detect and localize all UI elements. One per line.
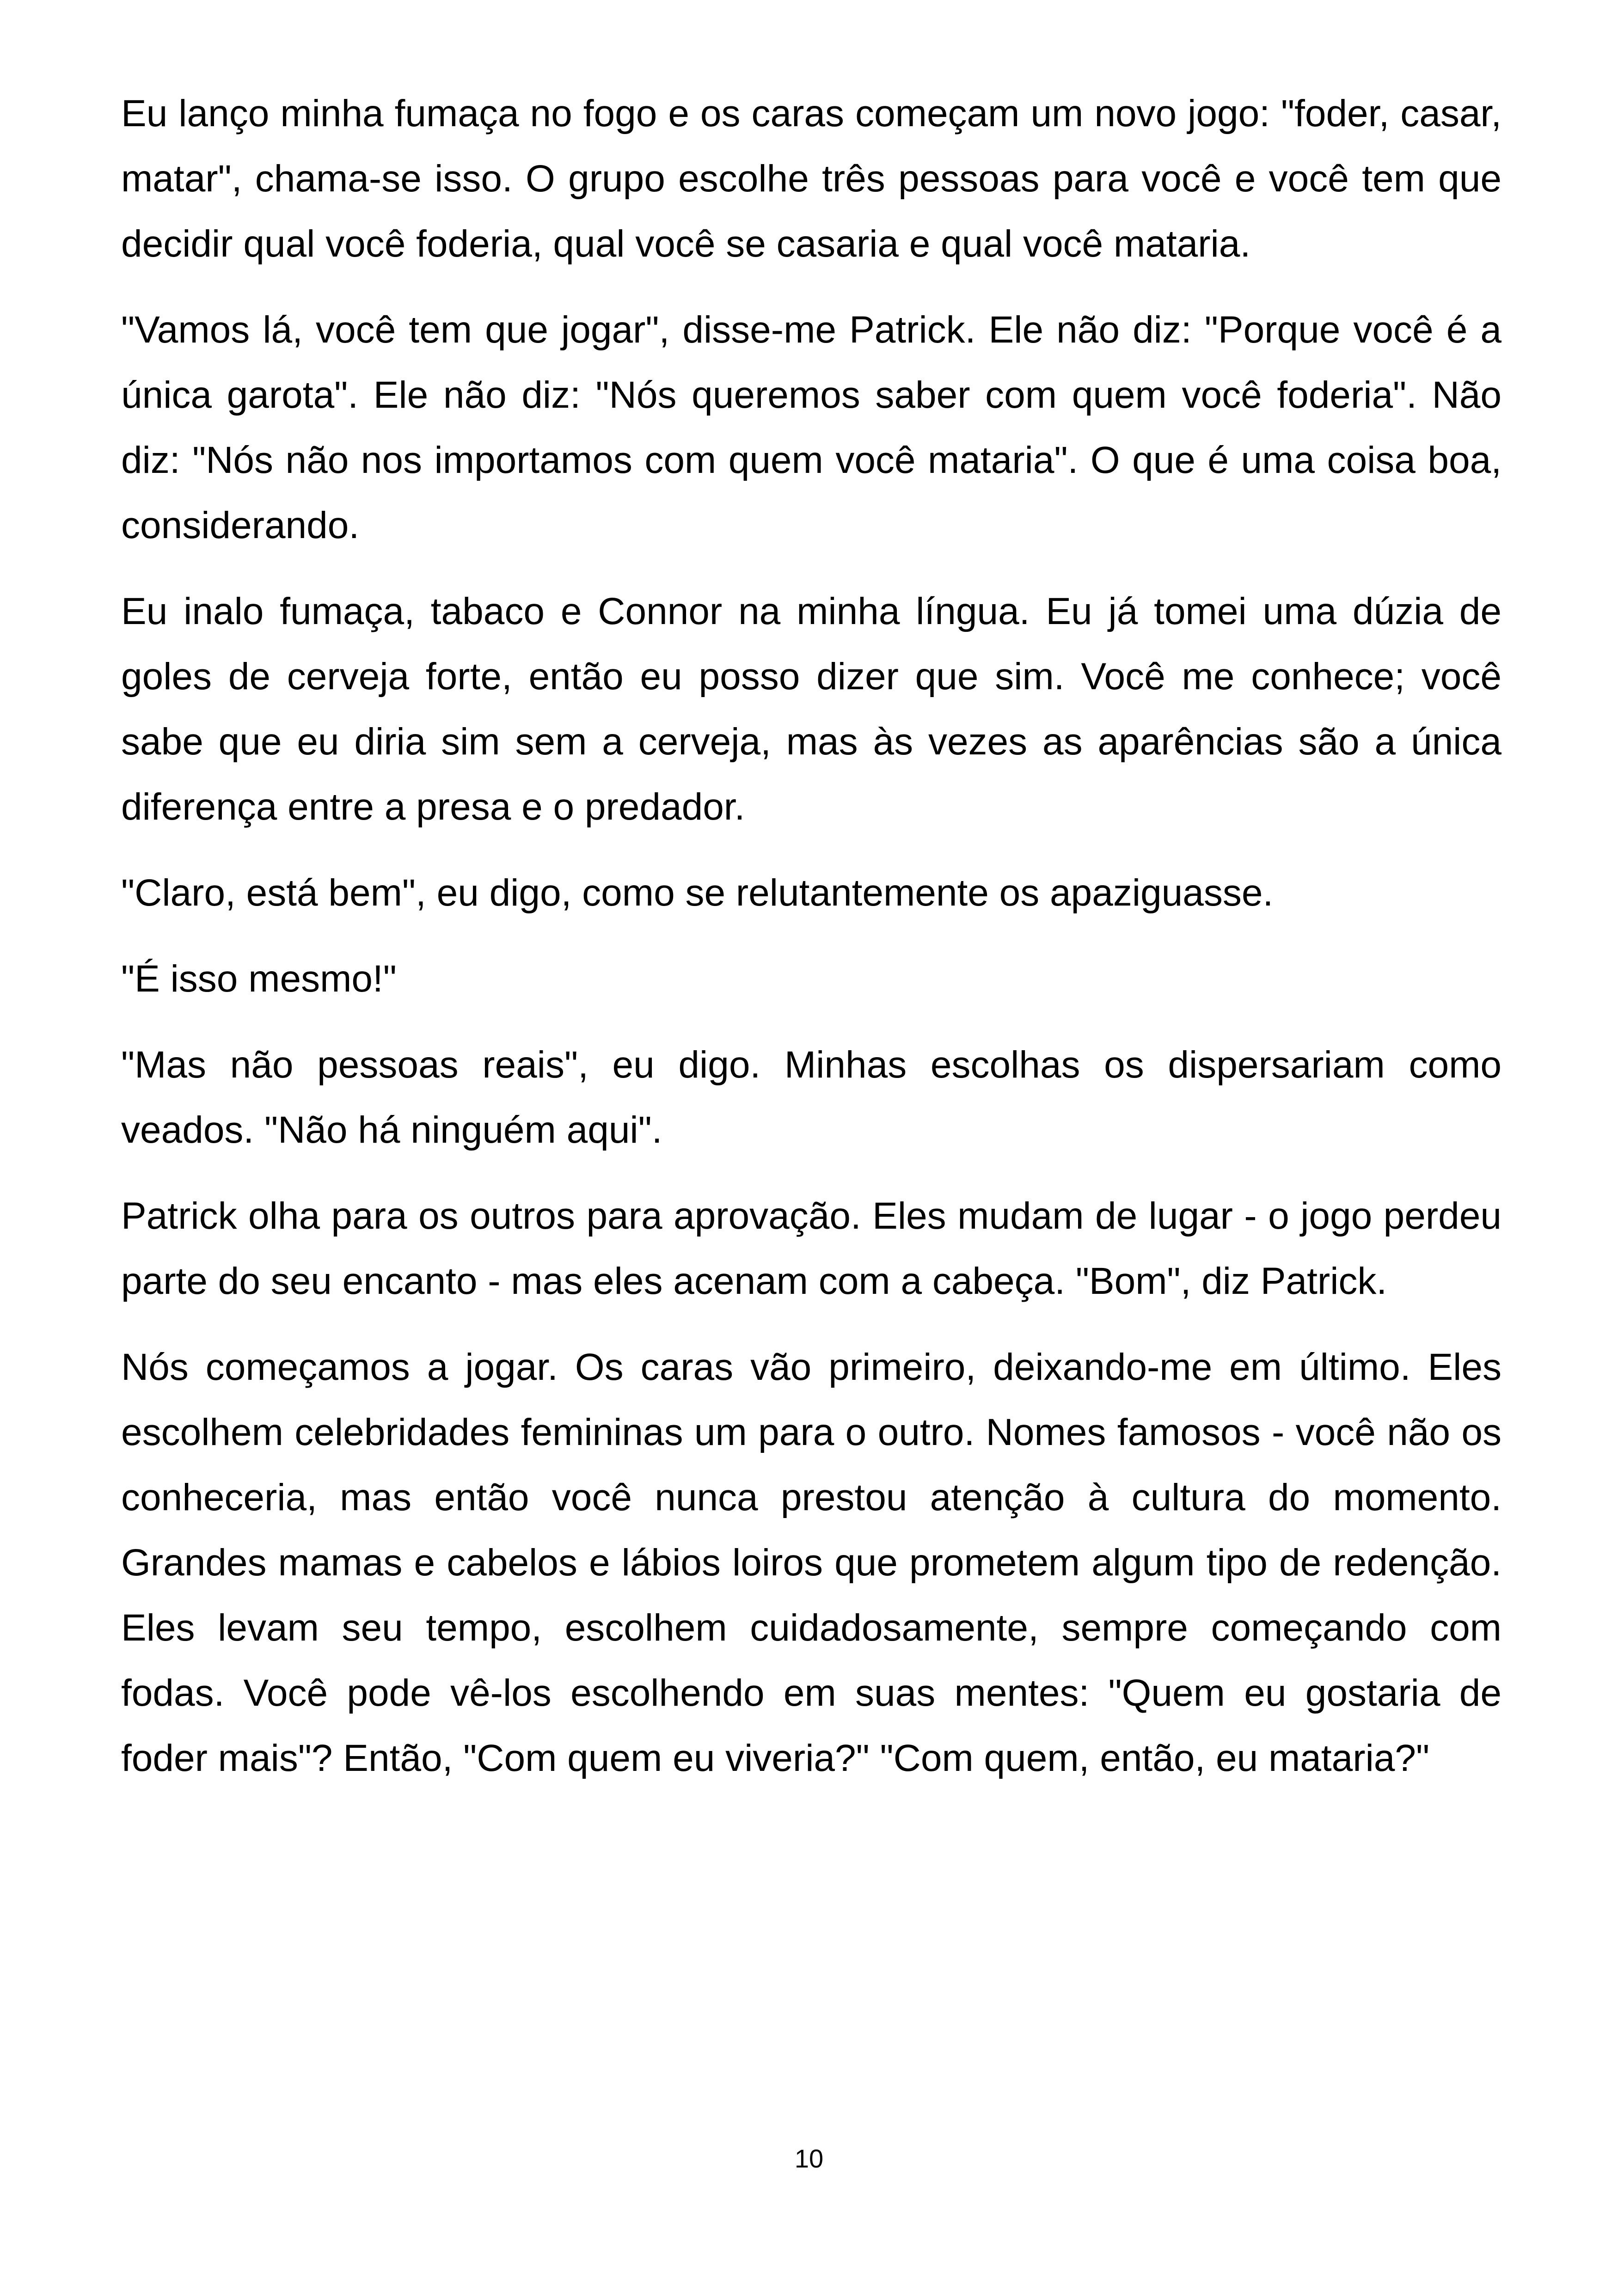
page-number: 10 (794, 2144, 824, 2173)
paragraph: Nós começamos a jogar. Os caras vão primeiro, deixando-me em último. Eles escolhem celebridades femininas um para o outro. Nomes famosos - você não os conheceria, mas então você nunca prestou atenção à cultura do momento. Grandes mamas e cabelos e lábios loiros que prometem algum tipo de redenção. Eles levam seu tempo, escolhem cuidadosamente, sempre começando com fodas. Você pode vê-los escolhendo em suas mentes: "Quem eu gostaria de foder mais"? Então, "Com quem eu viveria?" "Com quem, então, eu mataria?" (121, 1346, 1502, 1779)
paragraph: Patrick olha para os outros para aprovação. Eles mudam de lugar - o jogo perdeu parte do seu encanto - mas eles acenam com a cabeça. "Bom", diz Patrick. (121, 1195, 1502, 1302)
body-text (121, 81, 1502, 1812)
paragraph: "Mas não pessoas reais", eu digo. Minhas escolhas os dispersariam como veados. "Não há ninguém aqui". (121, 1044, 1502, 1151)
paragraph: Eu lanço minha fumaça no fogo e os caras começam um novo jogo: "foder, casar, matar", chama-se isso. O grupo escolhe três pessoas para você e você tem que decidir qual você foderia, qual você se casaria e qual você mataria. (121, 92, 1502, 265)
paragraph: "É isso mesmo!" (121, 958, 397, 1000)
paragraph: "Vamos lá, você tem que jogar", disse-me Patrick. Ele não diz: "Porque você é a única garota". Ele não diz: "Nós queremos saber com quem você foderia". Não diz: "Nós não nos importamos com quem você mataria". O que é uma coisa boa, considerando. (121, 309, 1502, 546)
paragraph: Eu inalo fumaça, tabaco e Connor na minha língua. Eu já tomei uma dúzia de goles de cerveja forte, então eu posso dizer que sim. Você me conhece; você sabe que eu diria sim sem a cerveja, mas às vezes as aparências são a única diferença entre a presa e o predador. (121, 590, 1502, 828)
paragraph: "Claro, está bem", eu digo, como se relutantemente os apaziguasse. (121, 872, 1274, 914)
